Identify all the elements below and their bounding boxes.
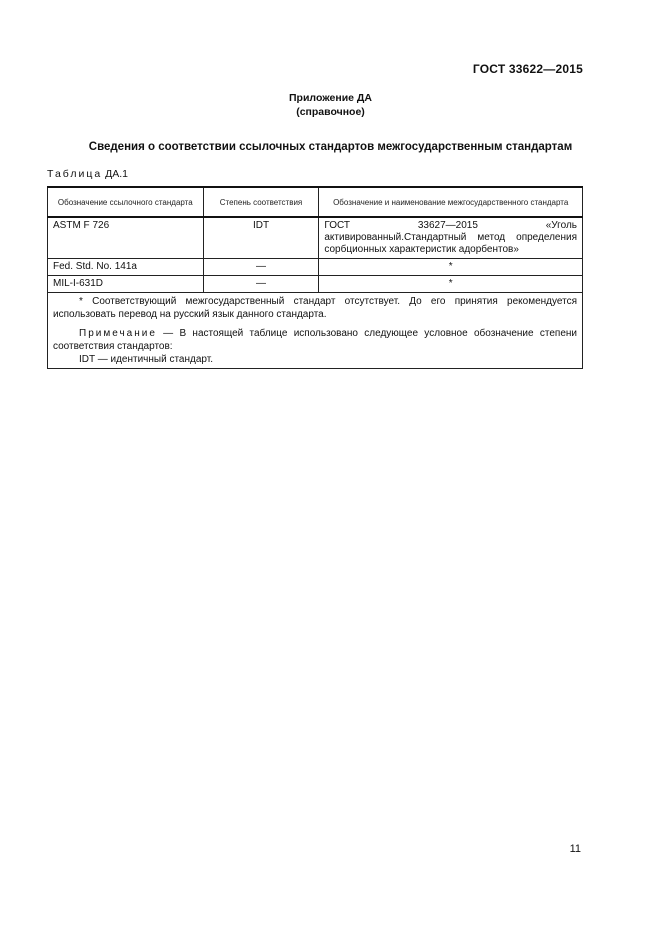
document-code: ГОСТ 33622—2015: [472, 62, 583, 76]
note-text: — В настоящей таблице использовано следующее условное обозначение степени соответствия стандартов:: [53, 328, 577, 352]
table-footer-row: [48, 293, 583, 369]
table-footer: [48, 293, 583, 369]
column-header-interstate: Обозначение и наименование межгосударственного стандарта: [319, 187, 583, 217]
standards-table: [47, 186, 583, 369]
cell-reference: MIL-I-631D: [48, 276, 204, 293]
cell-degree: —: [203, 259, 319, 276]
table-label-number: ДА.1: [105, 168, 128, 180]
table-row: [48, 276, 583, 293]
cell-interstate: *: [319, 259, 583, 276]
table-row: [48, 217, 583, 259]
appendix-title: Приложение ДА: [289, 92, 372, 104]
table-label-word: Таблица: [47, 168, 103, 180]
note-idt-definition: IDT — идентичный стандарт.: [79, 354, 213, 365]
table-header-row: [48, 187, 583, 217]
section-title: Сведения о соответствии ссылочных стандартов межгосударственным стандартам: [88, 141, 573, 153]
note-label: Примечание: [79, 328, 157, 339]
appendix-subtitle: (справочное): [296, 106, 365, 118]
cell-degree: IDT: [203, 217, 319, 259]
cell-degree: —: [203, 276, 319, 293]
column-header-degree: Степень соответствия: [203, 187, 319, 217]
table-row: [48, 259, 583, 276]
table-note: [53, 327, 577, 353]
table-label: [47, 168, 128, 180]
cell-interstate: *: [319, 276, 583, 293]
cell-reference: Fed. Std. No. 141a: [48, 259, 204, 276]
cell-reference: ASTM F 726: [48, 217, 204, 259]
appendix-heading: [0, 91, 661, 119]
cell-interstate: ГОСТ 33627—2015 «Уголь активированный.Стандартный метод определения сорбционных характеристик адорбентов»: [319, 217, 583, 259]
page-number: 11: [569, 843, 581, 855]
column-header-reference: Обозначение ссылочного стандарта: [48, 187, 204, 217]
table-footnote: * Соответствующий межгосударственный стандарт отсутствует. До его принятия рекомендуется использовать перевод на русский язык данного стандарта.: [53, 296, 577, 320]
